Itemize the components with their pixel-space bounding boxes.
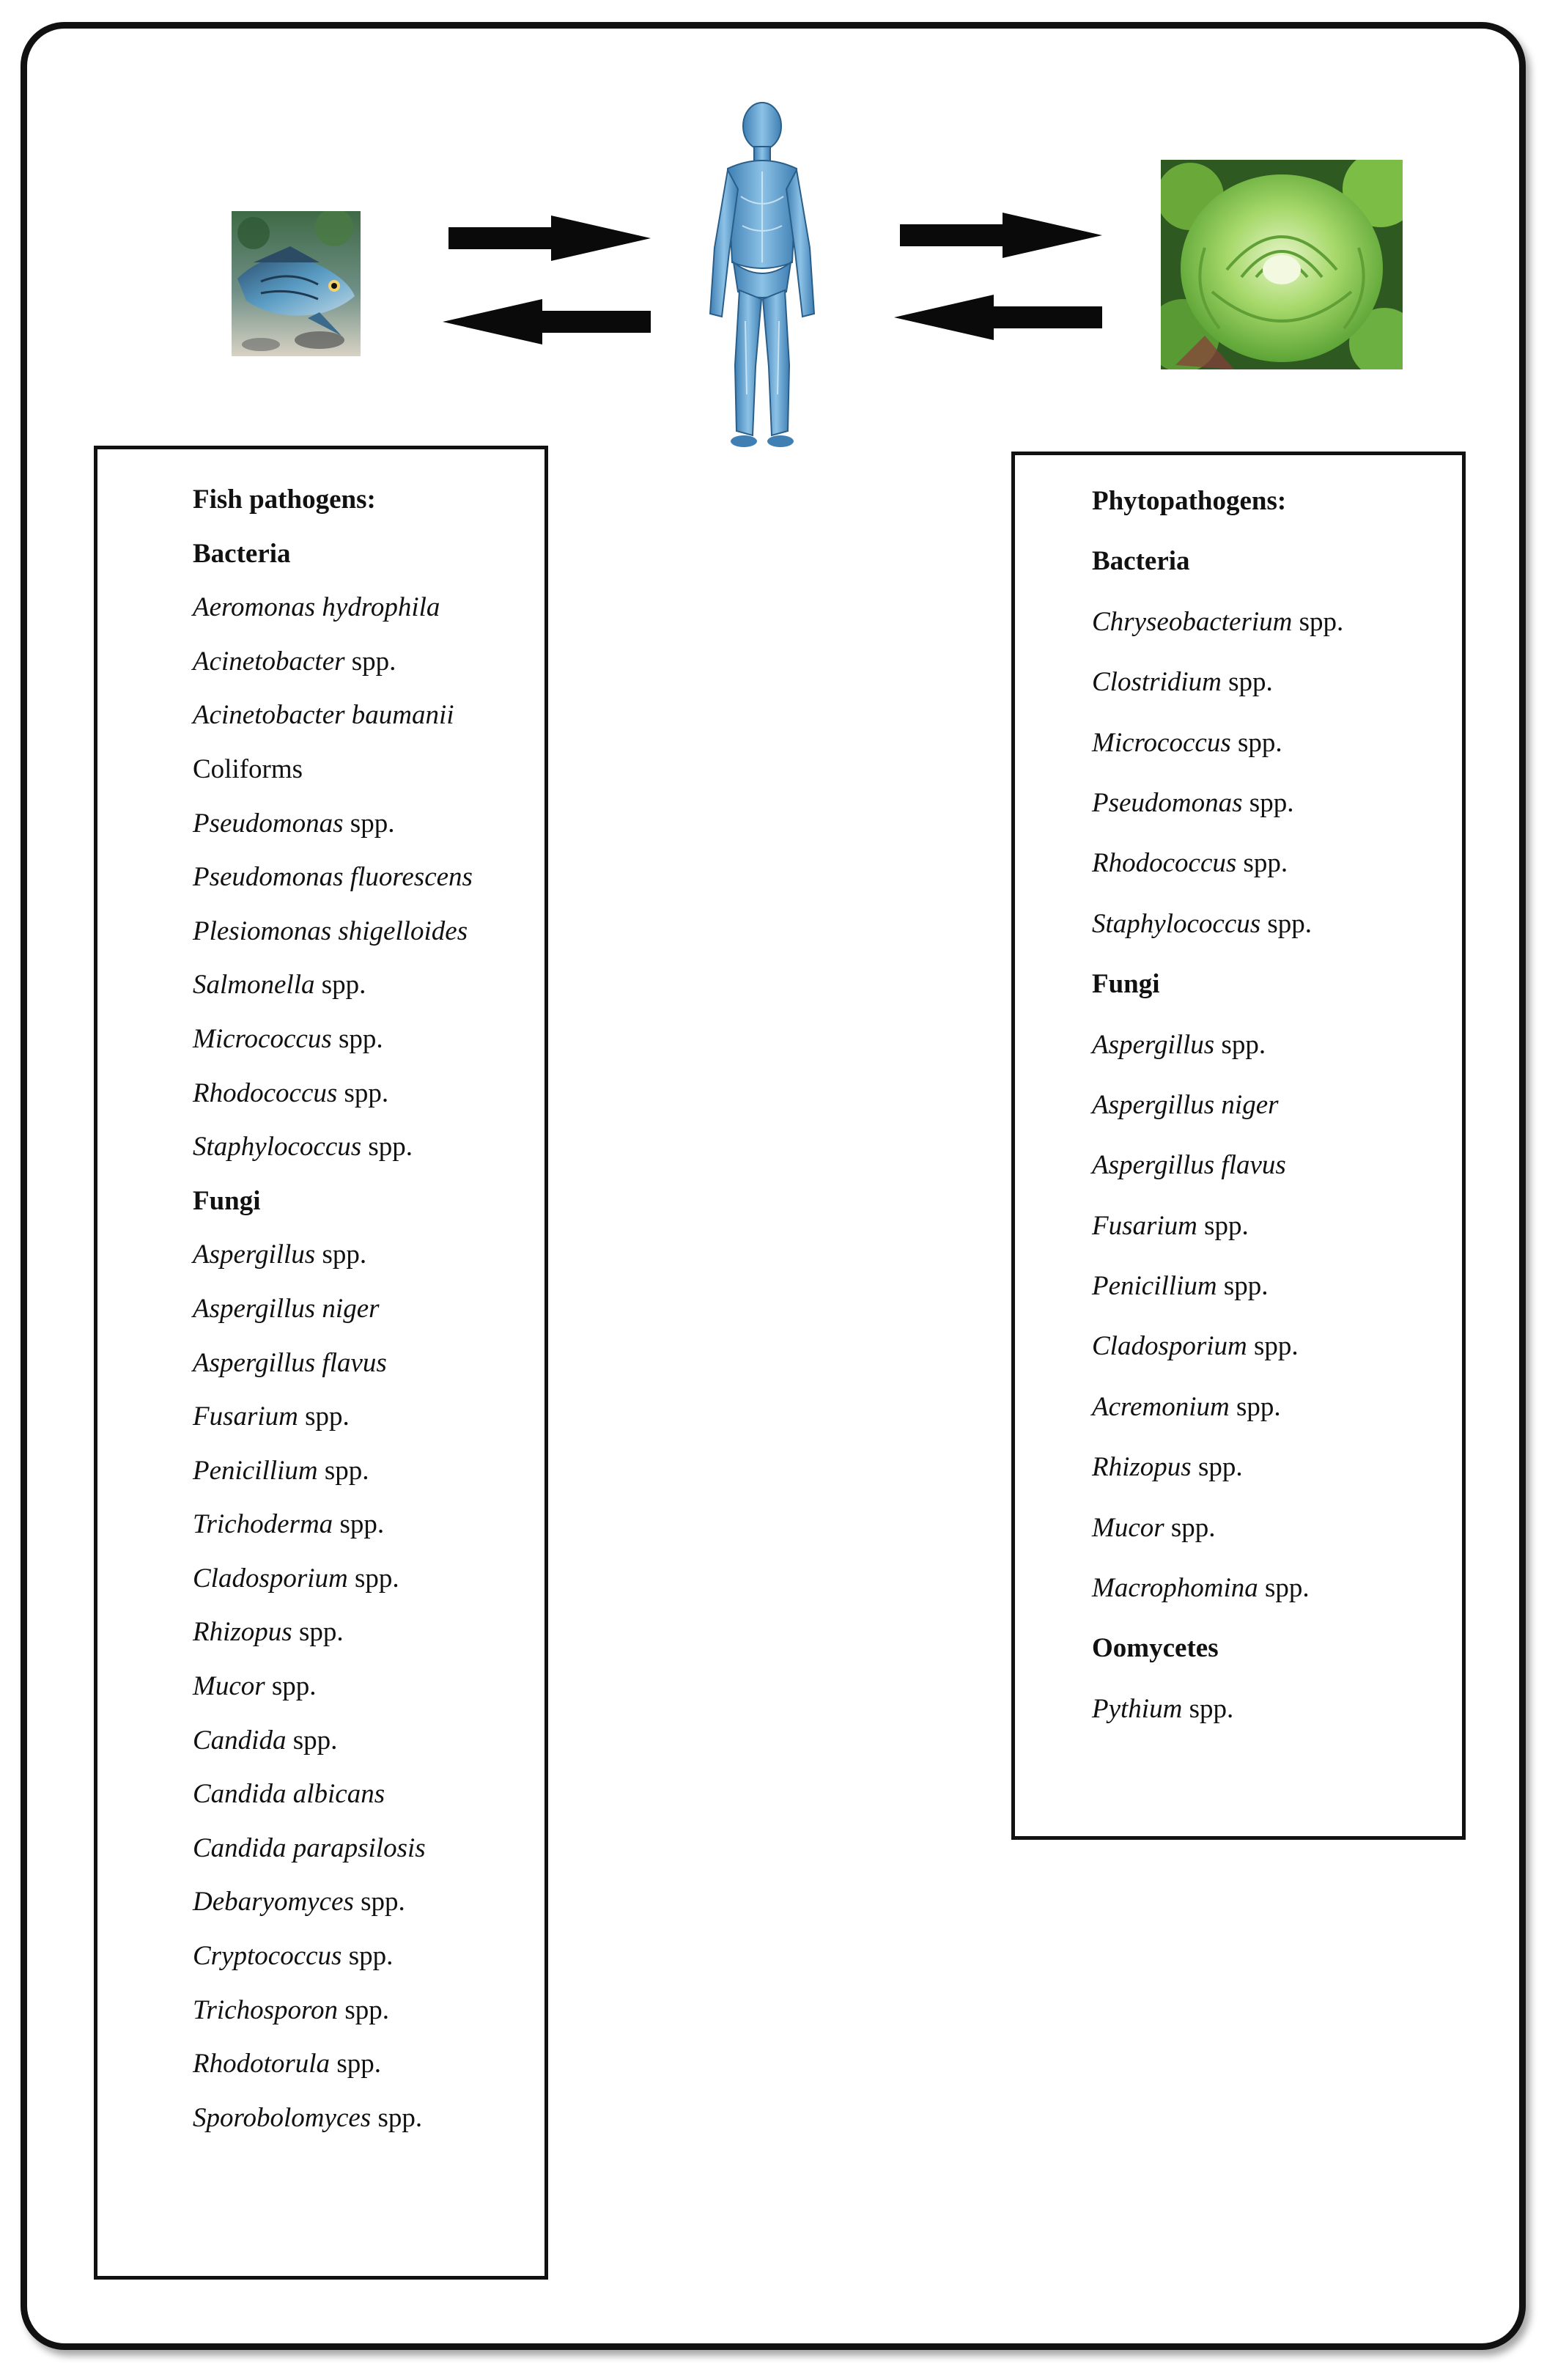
organism-name: Pseudomonas fluorescens (193, 862, 473, 893)
fish-image (232, 211, 361, 356)
spp-suffix: spp. (315, 1239, 367, 1270)
organism-name: Fusarium (1092, 1210, 1197, 1241)
list-item (193, 635, 473, 689)
spp-suffix: spp. (1182, 1693, 1234, 1724)
list-item (1092, 1135, 1343, 1195)
organism-name: Clostridium (1092, 667, 1222, 698)
list-item (1092, 713, 1343, 773)
spp-suffix: spp. (361, 1132, 413, 1163)
spp-suffix: spp. (344, 646, 396, 677)
spp-suffix: spp. (337, 1077, 389, 1108)
organism-name: Debaryomyces (193, 1887, 354, 1917)
spp-suffix: spp. (1217, 1271, 1269, 1302)
panel-heading: Phytopathogens: (1092, 486, 1287, 516)
list-item (193, 2037, 473, 2091)
human-figure-image (700, 101, 824, 450)
arrow-right-icon (448, 215, 651, 261)
organism-name: Staphylococcus (1092, 908, 1261, 939)
spp-suffix: spp. (343, 808, 395, 839)
organism-name: Pythium (1092, 1693, 1183, 1724)
organism-name: Rhodotorula (193, 2049, 331, 2079)
spp-suffix: spp. (338, 1994, 389, 2025)
list-item (193, 1821, 473, 1876)
spp-suffix: spp. (317, 1455, 369, 1486)
list-item (193, 688, 473, 743)
list-item (193, 958, 473, 1012)
spp-suffix: spp. (1230, 727, 1282, 758)
list-item (193, 1767, 473, 1821)
group-title: Fungi (193, 1185, 261, 1216)
list-item (193, 1282, 473, 1336)
list-item (193, 1605, 473, 1659)
organism-name: Acremonium (1092, 1391, 1230, 1422)
list-item (193, 1120, 473, 1174)
organism-name: Candida parapsilosis (193, 1832, 426, 1863)
organism-name: Aspergillus niger (193, 1293, 380, 1324)
organism-name: Cladosporium (1092, 1331, 1247, 1362)
organism-name: Rhizopus (193, 1617, 292, 1648)
organism-name: Trichoderma (193, 1509, 333, 1540)
organism-name: Rhizopus (1092, 1452, 1192, 1483)
organism-name: Aspergillus niger (1092, 1089, 1279, 1120)
organism-name: Sporobolomyces (193, 2102, 372, 2133)
spp-suffix: spp. (1229, 1391, 1281, 1422)
list-item (1092, 833, 1343, 894)
list-item (1092, 1196, 1343, 1256)
list-item (1092, 1498, 1343, 1558)
list-item (193, 1497, 473, 1552)
list-item (193, 1012, 473, 1066)
list-item (1092, 1256, 1343, 1316)
organism-name: Macrophomina (1092, 1573, 1258, 1604)
spp-suffix: spp. (1247, 1331, 1299, 1362)
organism-name: Mucor (193, 1671, 265, 1702)
organism-name: Penicillium (1092, 1271, 1217, 1302)
spp-suffix: spp. (1191, 1452, 1243, 1483)
list-item (193, 2091, 473, 2145)
organism-name: Cladosporium (193, 1563, 348, 1594)
group-title: Fungi (1092, 969, 1160, 1000)
organism-name: Rhodococcus (1092, 848, 1237, 879)
list-item (193, 581, 473, 635)
list-item (193, 1983, 473, 2038)
arrow-left-icon (894, 295, 1102, 340)
list-item (1092, 1015, 1343, 1075)
list-item (193, 850, 473, 905)
group-title: Oomycetes (1092, 1633, 1219, 1664)
spp-suffix: spp. (330, 2049, 381, 2079)
spp-suffix: spp. (353, 1887, 405, 1917)
list-item (193, 743, 473, 797)
organism-name: Micrococcus (193, 1023, 332, 1054)
list-item (193, 1228, 473, 1282)
spp-suffix: spp. (1164, 1512, 1216, 1543)
organism-name: Mucor (1092, 1512, 1164, 1543)
organism-name: Trichosporon (193, 1994, 339, 2025)
organism-name: Coliforms (193, 754, 303, 784)
spp-suffix: spp. (265, 1671, 317, 1702)
spp-suffix: spp. (1292, 606, 1344, 637)
list-item (193, 1929, 473, 1983)
organism-name: Salmonella (193, 970, 315, 1001)
spp-suffix: spp. (1242, 787, 1294, 818)
organism-name: Plesiomonas shigelloides (193, 915, 468, 946)
list-item (193, 1066, 473, 1121)
list-item (1092, 592, 1343, 652)
list-item (1092, 1679, 1343, 1739)
organism-name: Aspergillus (1092, 1029, 1215, 1060)
spp-suffix: spp. (314, 970, 366, 1001)
list-item (193, 1714, 473, 1768)
organism-name: Candida (193, 1725, 287, 1755)
list-item (193, 1390, 473, 1444)
organism-name: Chryseobacterium (1092, 606, 1293, 637)
organism-name: Rhodococcus (193, 1077, 338, 1108)
spp-suffix: spp. (1258, 1573, 1310, 1604)
spp-suffix: spp. (371, 2102, 423, 2133)
spp-suffix: spp. (331, 1023, 383, 1054)
list-item (193, 797, 473, 851)
phytopathogens-list (1092, 471, 1343, 1739)
spp-suffix: spp. (1236, 848, 1288, 879)
organism-name: Pseudomonas (193, 808, 344, 839)
list-item (193, 1552, 473, 1606)
list-item (193, 1444, 473, 1498)
organism-name: Micrococcus (1092, 727, 1231, 758)
list-item (1092, 1558, 1343, 1618)
organism-name: Pseudomonas (1092, 787, 1243, 818)
spp-suffix: spp. (347, 1563, 399, 1594)
list-item (1092, 894, 1343, 954)
list-item (193, 1875, 473, 1929)
spp-suffix: spp. (1221, 667, 1273, 698)
spp-suffix: spp. (292, 1617, 344, 1648)
list-item (1092, 652, 1343, 712)
fish-pathogens-list (193, 473, 473, 2145)
organism-name: Penicillium (193, 1455, 318, 1486)
spp-suffix: spp. (286, 1725, 338, 1755)
phytopathogens-panel (1011, 452, 1466, 1840)
group-title: Bacteria (1092, 546, 1190, 577)
list-item (1092, 1075, 1343, 1135)
spp-suffix: spp. (298, 1401, 350, 1432)
list-item (1092, 773, 1343, 833)
list-item (193, 1659, 473, 1714)
panel-heading: Fish pathogens: (193, 485, 376, 515)
spp-suffix: spp. (341, 1941, 394, 1972)
lettuce-image (1161, 160, 1403, 369)
arrow-left-icon (443, 299, 651, 345)
organism-name: Fusarium (193, 1401, 298, 1432)
spp-suffix: spp. (333, 1509, 385, 1540)
organism-name: Cryptococcus (193, 1941, 342, 1972)
list-item (1092, 1377, 1343, 1437)
spp-suffix: spp. (1260, 908, 1313, 939)
organism-name: Aspergillus (193, 1239, 316, 1270)
spp-suffix: spp. (1214, 1029, 1266, 1060)
list-item (193, 1336, 473, 1390)
list-item (193, 905, 473, 959)
organism-name: Acinetobacter (193, 646, 345, 677)
organism-name: Aspergillus flavus (193, 1347, 387, 1378)
organism-name: Aspergillus flavus (1092, 1150, 1286, 1181)
list-item (1092, 1316, 1343, 1377)
fish-pathogens-panel (94, 446, 548, 2280)
spp-suffix: spp. (1197, 1210, 1249, 1241)
organism-name: Acinetobacter baumanii (193, 700, 454, 731)
organism-name: Candida albicans (193, 1779, 385, 1810)
arrow-right-icon (900, 213, 1102, 258)
organism-name: Aeromonas hydrophila (193, 592, 440, 623)
organism-name: Staphylococcus (193, 1132, 362, 1163)
list-item (1092, 1437, 1343, 1497)
group-title: Bacteria (193, 538, 291, 569)
